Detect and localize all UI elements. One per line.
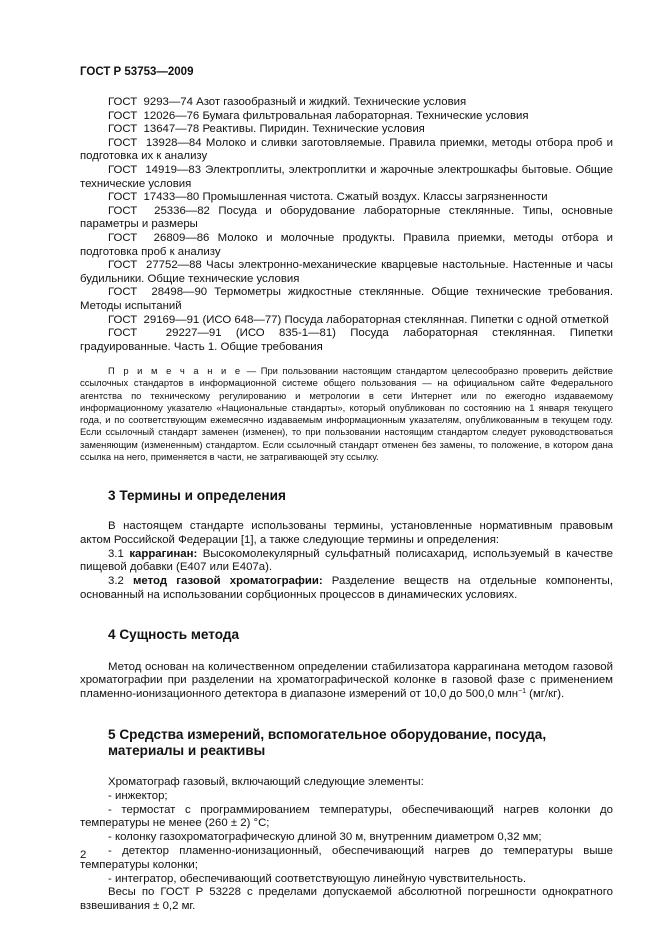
reference-title: Реактивы. Пиридин. Технические условия xyxy=(202,123,425,136)
references-list xyxy=(80,96,613,354)
section-4-text-main: Метод основан на количественном определении стабилизатора каррагинана методом газовой хроматографии при разделении на хроматографической колонке в газовой фазе с применением пламенно-ионизационного детектора в диапазоне измерений от 10,0 до 500,0 млн xyxy=(80,660,613,701)
reference-item xyxy=(80,164,613,191)
list-item: - термостат с программированием температуры, обеспечивающий нагрев колонки до температуры не менее (260 ± 2) °С; xyxy=(80,803,613,830)
term-3-2-definition: Разделение веществ на отдельные компоненты, основанный на использовании сорбционных процессов в динамических условиях. xyxy=(80,575,614,601)
section-5-intro: Хроматограф газовый, включающий следующие элементы: xyxy=(108,776,424,789)
page-content xyxy=(80,96,613,914)
document-header: ГОСТ Р 53753—2009 xyxy=(80,66,194,78)
section-5-title: 5 Средства измерений, вспомогательное оборудование, посуда, материалы и реактивы xyxy=(108,727,547,759)
reference-item xyxy=(80,286,613,313)
term-3-2 xyxy=(80,575,613,603)
reference-code: ГОСТ 27752—88 xyxy=(108,259,202,272)
reference-code: ГОСТ 29169—91 xyxy=(108,313,200,326)
reference-item xyxy=(80,327,613,354)
reference-title: Промышленная чистота. Сжатый воздух. Классы загрязненности xyxy=(202,191,548,204)
list-item: - колонку газохроматографическую длиной 30 м, внутренним диаметром 0,32 мм; xyxy=(108,831,542,844)
reference-code: ГОСТ 12026—76 xyxy=(108,109,200,122)
reference-item xyxy=(80,232,613,259)
term-3-1-name: каррагинан: xyxy=(129,547,198,560)
reference-code: ГОСТ 14919—83 xyxy=(108,163,202,176)
list-item: - детектор пламенно-ионизационный, обеспечивающий нагрев до температуры выше температуры колонки; xyxy=(80,845,613,871)
reference-title: (ИСО 648—77) Посуда лабораторная стеклянная. Пипетки с одной отметкой xyxy=(202,313,609,326)
reference-title: Электроплиты, электроплитки и жарочные электрошкафы бытовые. Общие технические условия xyxy=(80,163,614,190)
reference-title: Посуда и оборудование лабораторные стеклянные. Типы, основные параметры и размеры xyxy=(80,204,613,231)
reference-code: ГОСТ 17433—80 xyxy=(108,191,200,204)
reference-title: Термометры жидкостные стеклянные. Общие технические требования. Методы испытаний xyxy=(80,286,613,312)
note-label: П р и м е ч а н и е xyxy=(108,365,243,377)
section-4-text-unit: (мг/кг). xyxy=(526,688,565,701)
reference-title: Молоко и молочные продукты. Правила приемки, методы отбора и подготовка проб к анализу xyxy=(80,231,613,258)
reference-code: ГОСТ 25336—82 xyxy=(108,204,210,217)
reference-item xyxy=(80,314,613,328)
reference-item xyxy=(80,259,613,286)
reference-title: (ИСО 835-1—81) Посуда лабораторная стеклянная. Пипетки градуированные. Часть 1. Общие требования xyxy=(80,327,614,353)
reference-code: ГОСТ 26809—86 xyxy=(108,231,210,244)
reference-item xyxy=(80,137,613,164)
reference-code: ГОСТ 29227—91 xyxy=(108,327,222,340)
section-4-text xyxy=(80,661,613,702)
reference-item xyxy=(80,191,613,205)
reference-code: ГОСТ 13647—78 xyxy=(108,123,200,136)
reference-title: Часы электронно-механические кварцевые настольные. Настенные и часы будильники. Общие технические условия xyxy=(80,259,613,285)
section-3-intro: В настоящем стандарте использованы термины, установленные нормативным правовым актом Российской Федерации [1], а также следующие термины и определения: xyxy=(80,519,613,546)
term-3-2-name: метод газовой хроматографии: xyxy=(133,575,323,588)
term-3-1-number: 3.1 xyxy=(108,547,124,560)
reference-item xyxy=(80,205,613,232)
note-paragraph xyxy=(80,365,613,463)
reference-item xyxy=(80,110,613,124)
section-4-title: 4 Сущность метода xyxy=(108,626,240,642)
scales-paragraph: Весы по ГОСТ Р 53228 с пределами допускаемой абсолютной погрешности однократного взвешивания ± 0,2 мг. xyxy=(80,886,613,913)
reference-title: Молоко и сливки заготовляемые. Правила приемки, методы отбора проб и подготовка их к анализу xyxy=(80,136,614,163)
reference-code: ГОСТ 13928—84 xyxy=(108,136,202,149)
reference-item xyxy=(80,123,613,137)
term-3-2-number: 3.2 xyxy=(108,575,124,588)
reference-code: ГОСТ 9293—74 xyxy=(108,96,193,108)
reference-title: Азот газообразный и жидкий. Технические условия xyxy=(196,96,467,108)
term-3-1 xyxy=(80,548,613,576)
section-3-title: 3 Термины и определения xyxy=(108,487,286,503)
term-3-1-definition: Высокомолекулярный сульфатный полисахарид, используемый в качестве пищевой добавки (Е407 или Е407а). xyxy=(80,547,613,574)
reference-code: ГОСТ 28498—90 xyxy=(108,286,208,299)
note-text: — При пользовании настоящим стандартом целесообразно проверить действие ссылочных стандартов в информационной системе общего пользования — на официальном сайте Федерального агентства по техническому регулированию и метрологии в сети Интернет или по ежегодно издаваемому информационному указателю «Национальные стандарты», который опубликован по состоянию на 1 января текущего года, и по соответствующим ежемесячно издаваемым информационным указателям, опубликованным в текущем году. Если ссылочный стандарт заменен (изменен), то при пользовании настоящим стандартом следует руководствоваться заменяющим (измененным) стандартом. Если ссылочный стандарт отменен без замены, то положение, в котором дана ссылка на него, применяется в части, не затрагивающей эту ссылку. xyxy=(80,365,613,462)
list-item: - инжектор; xyxy=(108,789,168,802)
list-item: - интегратор, обеспечивающий соответствующую линейную чувствительность. xyxy=(108,872,527,885)
reference-title: Бумага фильтровальная лабораторная. Технические условия xyxy=(202,109,529,122)
page-number: 2 xyxy=(80,849,87,861)
reference-item xyxy=(80,96,613,110)
section-4-superscript: −1 xyxy=(518,688,526,696)
